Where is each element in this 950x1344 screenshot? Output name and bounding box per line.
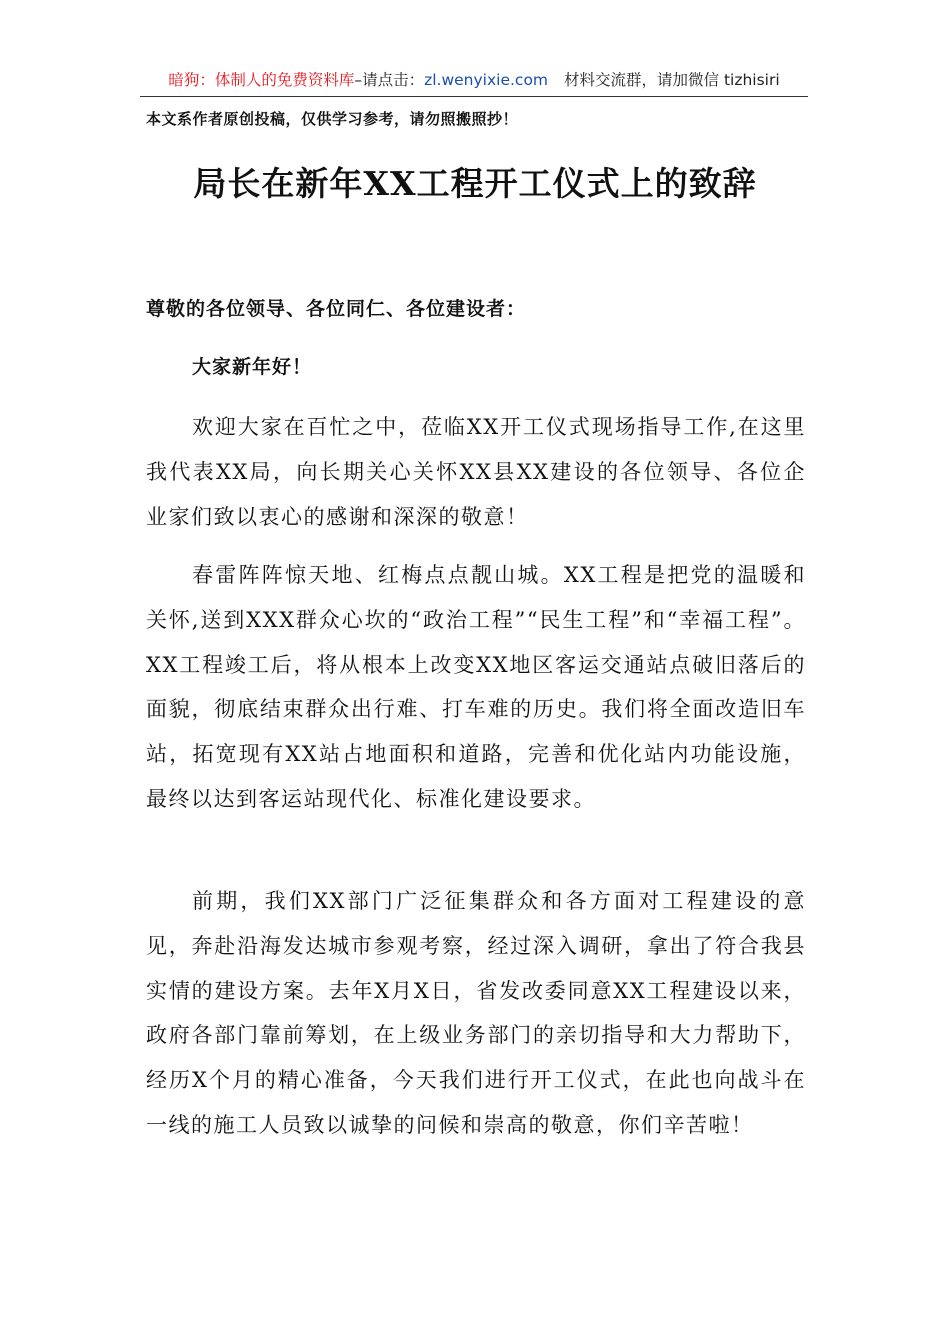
paragraph-welcome: 欢迎大家在百忙之中，莅临XX开工仪式现场指导工作,在这里我代表XX局，向长期关心关怀XX县XX建设的各位领导、各位企业家们致以衷心的感谢和深深的敬意！ xyxy=(146,415,806,529)
site-url-link[interactable]: zl.wenyixie.com xyxy=(424,71,549,89)
click-prompt: –请点击： xyxy=(354,71,425,89)
document-title: 局长在新年XX工程开工仪式上的致辞 xyxy=(193,164,757,203)
contact-info: 材料交流群，请加微信 tizhisiri xyxy=(564,71,780,89)
paragraph-preparation: 前期，我们XX部门广泛征集群众和各方面对工程建设的意见，奔赴沿海发达城市参观考察，经过深入调研，拿出了符合我县实情的建设方案。去年X月X日，省发改委同意XX工程建设以来，政府各部门靠前筹划，在上级业务部门的亲切指导和大力帮助下，经历X个月的精心准备，今天我们进行开工仪式，在此也向战斗在一线的施工人员致以诚挚的问候和崇高的敬意，你们辛苦啦！ xyxy=(146,889,806,1137)
copyright-notice: 本文系作者原创投稿，仅供学习参考，请勿照搬照抄！ xyxy=(146,110,519,128)
page-header xyxy=(140,66,808,97)
salutation: 尊敬的各位领导、各位同仁、各位建设者： xyxy=(146,298,527,320)
greeting: 大家新年好！ xyxy=(192,356,313,378)
site-label: 暗狗：体制人的免费资料库 xyxy=(168,71,355,89)
paragraph-project: 春雷阵阵惊天地、红梅点点靓山城。XX工程是把党的温暖和关怀,送到XXX群众心坎的“政治工程”“民生工程”和“幸福工程”。XX工程竣工后，将从根本上改变XX地区客运交通站点破旧落后的面貌，彻底结束群众出行难、打车难的历史。我们将全面改造旧车站，拓宽现有XX站占地面积和道路，完善和优化站内功能设施，最终以达到客运站现代化、标准化建设要求。 xyxy=(146,563,806,811)
